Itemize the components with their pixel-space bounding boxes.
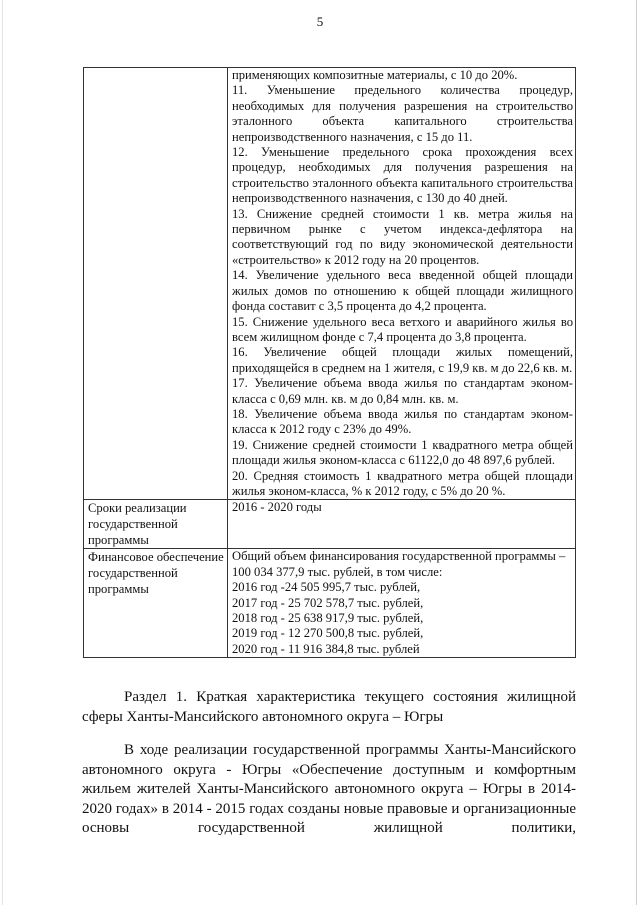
- scan-edge-right: [636, 0, 637, 905]
- list-item: 19. Снижение средней стоимости 1 квадратного метра общей площади жилья эконом-класса с 61122,0 до 48 897,6 рублей.: [232, 437, 573, 468]
- program-passport-table: [83, 67, 576, 658]
- page-number: 5: [316, 14, 324, 29]
- table-row-targets: [84, 68, 576, 500]
- list-item: 17. Увеличение объема ввода жилья по стандартам эконом-класса с 0,69 млн. кв. м до 0,84 млн. кв. м.: [232, 376, 573, 406]
- financing-label: Финансовое обеспечение государственной программы: [84, 549, 228, 658]
- list-item: 16. Увеличение общей площади жилых помещений, приходящейся в среднем на 1 жителя, с 19,9 кв. м до 22,6 кв. м.: [232, 345, 573, 375]
- financing-year-line: 2016 год -24 505 995,7 тыс. рублей,: [232, 580, 421, 595]
- section-heading: Раздел 1. Краткая характеристика текущего состояния жилищной сферы Ханты-Мансийского автономного округа – Югры: [82, 689, 576, 725]
- financing-year-line: 2019 год - 12 270 500,8 тыс. рублей,: [232, 626, 424, 641]
- terms-label: Сроки реализации государственной программы: [84, 500, 228, 549]
- target-indicators-cell: [228, 68, 576, 500]
- list-item: 20. Средняя стоимость 1 квадратного метра общей площади жилья эконом-класса, % к 2012 году, с 5% до 20 %.: [232, 468, 573, 498]
- terms-value: 2016 - 2020 годы: [228, 500, 576, 549]
- table-cell-label: [84, 68, 228, 500]
- scan-edge-left: [2, 0, 3, 905]
- list-item: применяющих композитные материалы, с 10 до 20%.: [232, 68, 518, 82]
- list-item: 15. Снижение удельного веса ветхого и аварийного жилья во всем жилищном фонде с 7,4 процента до 3,8 процента.: [232, 314, 573, 344]
- list-item: 11. Уменьшение предельного количества процедур, необходимых для получения разрешения на строительство эталонного объекта капитального строительства непроизводственного назначения, с 15 до 11.: [232, 83, 573, 144]
- financing-year-line: 2018 год - 25 638 917,9 тыс. рублей,: [232, 611, 424, 625]
- financing-total: Общий объем финансирования государственной программы –100 034 377,9 тыс. рублей, в том числе:: [232, 549, 566, 579]
- list-item: 18. Увеличение объема ввода жилья по стандартам эконом-класса к 2012 году с 23% до 49%.: [232, 406, 573, 437]
- body-paragraph: В ходе реализации государственной программы Ханты-Мансийского автономного округа - Югры «Обеспечение доступным и комфортным жильем жителей Ханты-Мансийского автономного округа – Югры в 2014-2020 годах» в 2014 - 2015 годах созданы новые правовые и организационные основы государственной жилищной политики,: [82, 742, 576, 836]
- list-item: 13. Снижение средней стоимости 1 кв. метра жилья на первичном рынке с учетом индекса-дефлятора на соответствующий год по виду экономической деятельности «строительство» к 2012 году на 20 процентов.: [232, 206, 573, 267]
- table-row-terms: [84, 500, 576, 549]
- list-item: 14. Увеличение удельного веса введенной общей площади жилых домов по отношению к общей площади жилищного фонда составит с 3,5 процента до 4,2 процента.: [232, 268, 573, 314]
- financing-year-line: 2017 год - 25 702 578,7 тыс. рублей,: [232, 595, 424, 610]
- financing-year-line: 2020 год - 11 916 384,8 тыс. рублей: [232, 641, 420, 656]
- financing-cell: [228, 549, 576, 658]
- list-item: 12. Уменьшение предельного срока прохождения всех процедур, необходимых для получения разрешения на строительство эталонного объекта капитального строительства непроизводственного назначения, с 130 до 40 дней.: [232, 145, 573, 206]
- table-row-financing: [84, 549, 576, 658]
